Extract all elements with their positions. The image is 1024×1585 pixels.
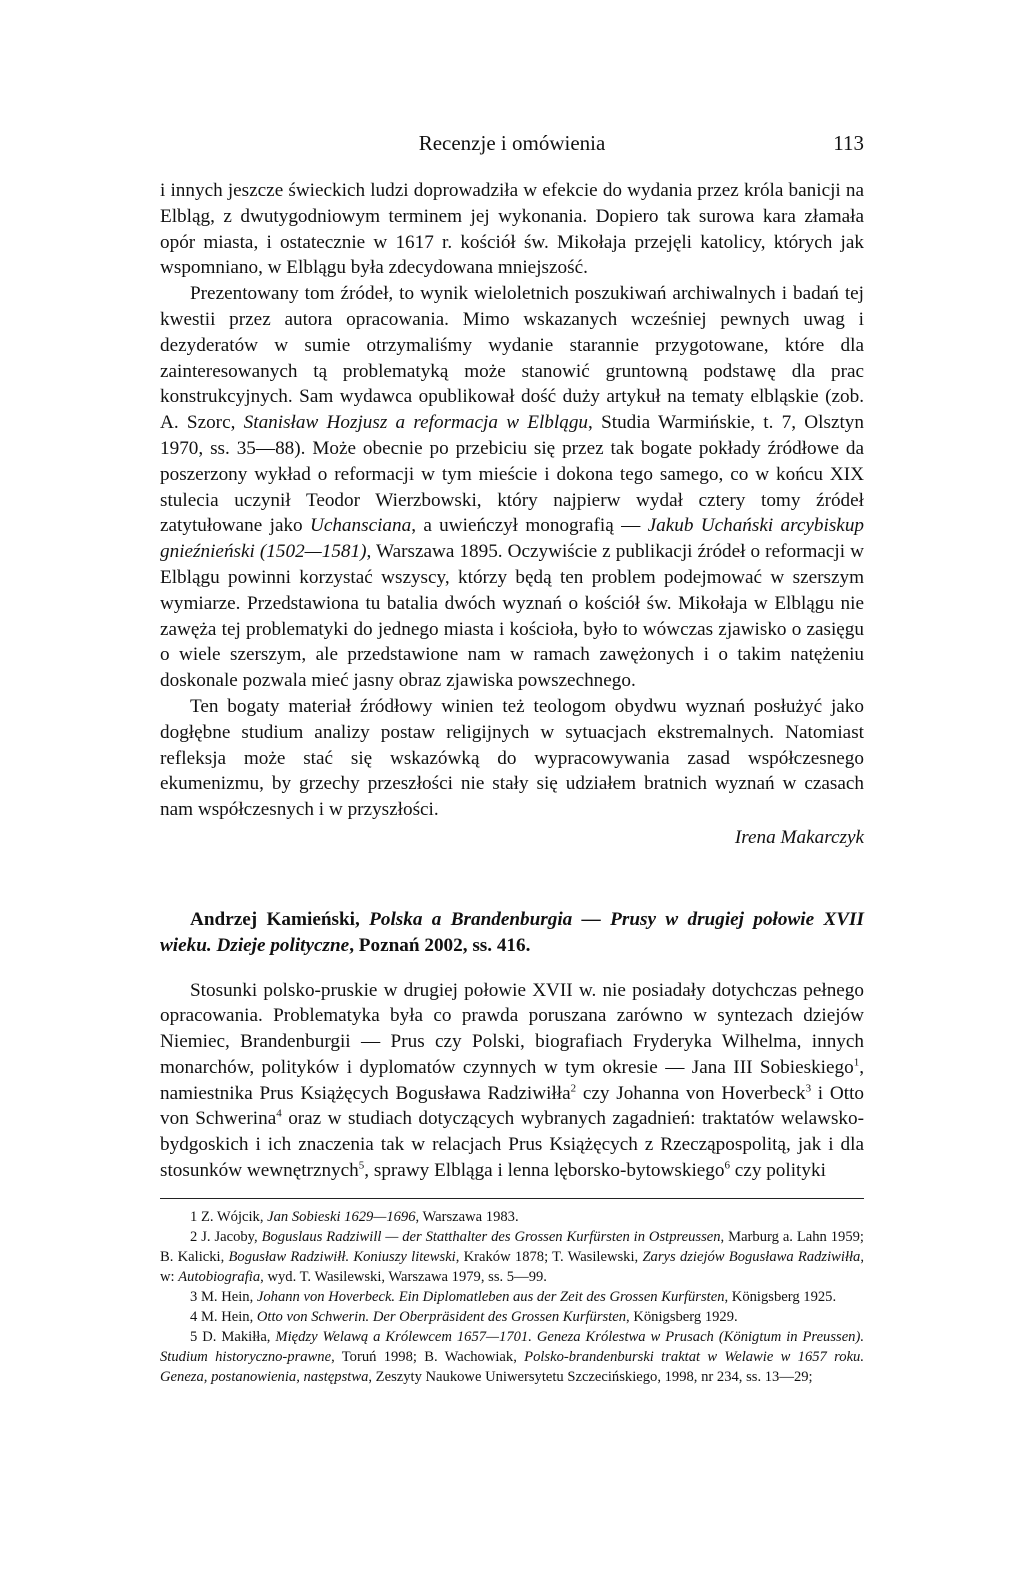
footnote-4 [160,1307,864,1327]
page-number: 113 [833,131,864,155]
footnote-ref-4: 4 [276,1108,282,1121]
footnote-5-text-c: , Zeszyty Naukowe Uniwersytetu Szczecińskiego, 1998, nr 234, ss. 13—29; [368,1368,813,1385]
footnote-1 [160,1207,864,1227]
footnote-2-text-e: , wyd. T. Wasilewski, Warszawa 1979, ss. 5—99. [260,1268,547,1285]
reviewed-author: Andrzej Kamieński, [190,908,370,930]
footnote-2-title-2: Bogusław Radziwiłł. Koniuszy litewski [228,1248,456,1265]
paragraph-4-text-7: czy polityki [729,1160,826,1182]
citation-title-hozjusz: Stanisław Hozjusz a reformacja w Elblągu [243,412,589,434]
footnote-ref-2: 2 [570,1082,577,1095]
paragraph-4 [160,978,864,1184]
paragraph-3: Ten bogaty materiał źródłowy winien też teologom obydwu wyznań posłużyć jako dogłębne studium analizy postaw religijnych w sytuacjach ekstremalnych. Natomiast refleksja może stać się wskazówką do wypracowywania zasad współczesnego ekumenizmu, by grzechy przeszłości nie stały się udziałem bratnich wyznań w czasach nam współczesnych i w przyszłości. [160,695,864,821]
footnote-5-text-b: , Toruń 1998; B. Wachowiak, [331,1348,525,1365]
running-head [160,128,864,158]
citation-title-uchansciana: Uchansciana [309,515,412,537]
paragraph-4-text-6: , sprawy Elbląga i lenna lęborsko-bytowskiego [364,1160,725,1182]
footnote-5-text-a: 5 D. Makiłła, [190,1328,276,1345]
footnote-1-imprint: , Warszawa 1983. [415,1208,519,1225]
paragraph-2-text-1: Prezentowany tom źródeł, to wynik wieloletnich poszukiwań archiwalnych i badań tej kwestii przez autora opracowania. Mimo wskazanych wcześniej pewnych uwag i dezyderatów w sumie otrzymaliśmy wydanie starannie przygotowane, które dla zainteresowanych tą problematyką może stanowić gruntowną podstawę dla prac konstrukcyjnych. Sam wydawca opublikował dość duży artykuł na tematy elbląskie (zob. A. Szorc, [160,283,864,434]
footnote-2-title-1: Boguslaus Radziwill — der Statthalter des Grossen Kurfürsten in Ostpreussen [261,1228,721,1245]
paragraph-2-text-3: , a uwieńczył monografią — [411,515,648,537]
footnote-ref-5: 5 [358,1159,365,1172]
footnote-2-title-3: Zarys dziejów Bogusława Radziwiłła [642,1248,861,1265]
footnote-4-imprint: , Königsberg 1929. [626,1308,738,1325]
footnote-divider [160,1198,864,1199]
footnote-1-title: Jan Sobieski 1629—1696 [267,1208,416,1225]
review-heading [160,907,864,959]
reviewer-signature: Irena Makarczyk [734,826,864,848]
paragraph-4-text-3: czy Johanna von Hoverbeck [576,1082,806,1104]
footnotes [160,1207,864,1387]
footnote-4-text: 4 M. Hein, [190,1308,257,1325]
footnote-5-title-2: Polsko-brandenburski traktat w Welawie w 1657 roku. Geneza, postanowienia, następstwa [160,1348,865,1385]
footnote-5-title-1: Między Welawą a Królewcem 1657—1701. Geneza Królestwa w Prusach (Königtum in Preussen). Studium historyczno-prawne [160,1328,864,1365]
footnote-2-text-d: , w: [160,1248,865,1285]
paragraph-4-text-2: , namiestnika Prus Książęcych Bogusława Radziwiłła [160,1056,864,1104]
paragraph-2-text-2: , Studia Warmińskie, t. 7, Olsztyn 1970, ss. 35—88). Może obecnie po przebiciu się przez tak bogate pokłady źródłowe da poszerzony wykład o reformacji w tym mieście i dokona tego samego, co w końcu XIX stulecia uczynił Teodor Wierzbowski, który najpierw wydał cztery tomy źródeł zatytułowane jako [160,412,864,537]
review-text [160,178,864,823]
review-body [160,978,864,1184]
paragraph-4-text-1: Stosunki polsko-pruskie w drugiej połowie XVII w. nie posiadały dotychczas pełnego opracowania. Problematyka była co prawda poruszana zarówno w syntezach dziejów Niemiec, Brandenburgii — Prus czy Polski, biografiach Fryderyka Wilhelma, innych monarchów, polityków i dyplomatów czynnych w tym okresie — Jana III Sobieskiego [160,979,864,1078]
footnote-2-text-c: , Kraków 1878; T. Wasilewski, [455,1248,643,1265]
footnote-2-text-b: , Marburg a. Lahn 1959; B. Kalicki, [160,1228,864,1265]
footnote-1-text: 1 Z. Wójcik, [190,1208,268,1225]
footnote-2-title-4: Autobiografia [178,1268,261,1285]
paragraph-1: i innych jeszcze świeckich ludzi doprowadziła w efekcie do wydania przez króla banicji na Elbląg, z dwutygodniowym terminem jej wykonania. Dopiero tak surowa kara złamała opór miasta, i ostatecznie w 1617 r. kościół św. Mikołaja przejęli katolicy, których jak wspomniano, w Elblągu była zdecydowana mniejszość. [160,180,864,279]
footnote-ref-1: 1 [853,1056,860,1069]
paragraph-2 [160,281,864,694]
footnote-ref-6: 6 [724,1159,730,1172]
footnote-3-imprint: , Königsberg 1925. [724,1288,837,1305]
reviewed-book-title: Polska a Brandenburgia — Prusy w drugiej połowie XVII wieku. Dzieje polityczne [160,908,864,956]
footnote-ref-3: 3 [805,1082,812,1095]
paragraph-4-text-4: i Otto von Schwerina [160,1082,864,1130]
paragraph-4-text-5: oraz w studiach dotyczących wybranych zagadnień: traktatów welawsko-bydgoskich i ich znaczenia tak w relacjach Prus Książęcych z Rzecząpospolitą, jak i dla stosunków wewnętrznych [160,1108,864,1182]
footnote-4-title: Otto von Schwerin. Der Oberpräsident des Grossen Kurfürsten [256,1308,627,1325]
citation-title-uchanski: Jakub Uchański arcybiskup gnieźnieński (1502—1581) [160,515,865,563]
footnote-3-text: 3 M. Hein, [190,1288,257,1305]
reviewed-book-imprint: , Poznań 2002, ss. 416. [349,934,531,956]
footnote-2 [160,1227,864,1287]
footnote-5 [160,1327,864,1387]
footnote-3-title: Johann von Hoverbeck. Ein Diplomatleben aus der Zeit des Grossen Kurfürsten [256,1288,725,1305]
running-head-title: Recenzje i omówienia [418,131,606,155]
footnote-2-text-a: 2 J. Jacoby, [190,1228,262,1245]
footnote-3 [160,1287,864,1307]
paragraph-2-text-4: , Warszawa 1895. Oczywiście z publikacji źródeł o reformacji w Elblągu powinni korzystać wszyscy, którzy będą ten problem podejmować w szerszym wymiarze. Przedstawiona tu batalia dwóch wyznań o kościół św. Mikołaja w Elblągu nie zawęża tej problematyki do jednego miasta i kościoła, było to wówczas zjawisko o zasięgu o wiele szerszym, ale przedstawione nam w ramach zawężonych i o takim natężeniu doskonale pozwala mieć jasny obraz zjawiska powszechnego. [160,541,864,692]
